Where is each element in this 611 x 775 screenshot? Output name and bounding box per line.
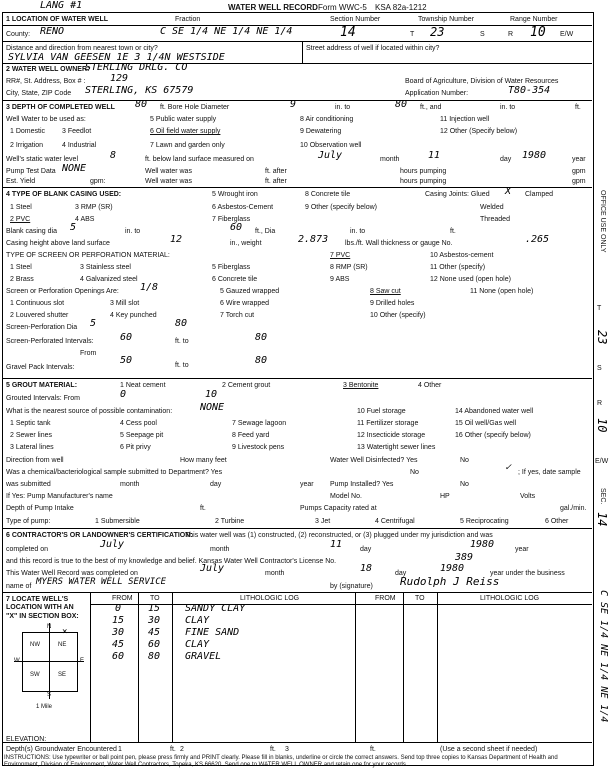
weight-value[interactable]: 2.873 bbox=[298, 234, 329, 245]
depth-value[interactable]: 80 bbox=[135, 99, 148, 110]
static-label: Well's static water level bbox=[6, 156, 79, 163]
record-month[interactable]: July bbox=[200, 563, 225, 574]
section-6-label: 6 CONTRACTOR'S OR LANDOWNER'S CERTIFICATION: bbox=[6, 532, 193, 539]
owner-name[interactable]: STERLING DRLG. CO bbox=[85, 62, 188, 73]
contam-label: What is the nearest source of possible contamination: bbox=[6, 408, 173, 415]
section-3-label: 3 DEPTH OF COMPLETED WELL bbox=[6, 104, 115, 111]
range-label: Range Number bbox=[510, 16, 558, 23]
fraction-label: Fraction bbox=[175, 16, 201, 23]
well-location-mark: × bbox=[62, 627, 68, 637]
section-2-label: 2 WATER WELL OWNER: bbox=[6, 66, 90, 73]
log-row-3-desc[interactable]: FINE SAND bbox=[185, 627, 240, 638]
log-row-4-from[interactable]: 45 bbox=[112, 639, 125, 650]
grout-from[interactable]: 0 bbox=[120, 389, 127, 400]
office-fraction: C SE 1/4 NE 1/4 NE 1/4 bbox=[598, 590, 609, 723]
completed-year[interactable]: 1980 bbox=[470, 539, 495, 550]
township-label: Township Number bbox=[418, 16, 475, 23]
sp-to2[interactable]: 80 bbox=[255, 332, 268, 343]
log-row-3-to[interactable]: 45 bbox=[148, 627, 161, 638]
height-value[interactable]: 12 bbox=[170, 234, 183, 245]
screen-label: TYPE OF SCREEN OR PERFORATION MATERIAL: bbox=[6, 252, 170, 259]
range-value[interactable]: 10 bbox=[530, 25, 546, 40]
sp-dia[interactable]: 5 bbox=[90, 318, 97, 329]
static-month[interactable]: July bbox=[318, 150, 343, 161]
app-number[interactable]: T80-354 bbox=[508, 85, 551, 96]
log-row-2-desc[interactable]: CLAY bbox=[185, 615, 210, 626]
rr-value[interactable]: 129 bbox=[110, 73, 129, 84]
contam-value[interactable]: NONE bbox=[200, 402, 225, 413]
form-title: WATER WELL RECORD bbox=[228, 3, 318, 12]
openings-value[interactable]: 1/8 bbox=[140, 282, 159, 293]
log-row-5-desc[interactable]: GRAVEL bbox=[185, 651, 222, 662]
log-row-4-desc[interactable]: CLAY bbox=[185, 639, 210, 650]
blank-dia[interactable]: 5 bbox=[70, 222, 77, 233]
form-number: Form WWC-5 bbox=[318, 3, 367, 12]
gravel-to[interactable]: 80 bbox=[255, 355, 268, 366]
pump-test-value[interactable]: NONE bbox=[62, 163, 87, 174]
joints-mark[interactable]: X bbox=[505, 186, 512, 197]
sp-to[interactable]: 80 bbox=[175, 318, 188, 329]
sample-no-mark[interactable]: ✓ bbox=[505, 462, 512, 473]
grout-intervals-label: Grouted Intervals: From bbox=[6, 395, 80, 402]
log-row-1-from[interactable]: 0 bbox=[115, 603, 122, 614]
business-name[interactable]: MYERS WATER WELL SERVICE bbox=[36, 577, 167, 587]
bore-to[interactable]: 80 bbox=[395, 99, 408, 110]
sp-from[interactable]: 60 bbox=[120, 332, 133, 343]
county-label: County: bbox=[6, 31, 31, 38]
grout-to[interactable]: 10 bbox=[205, 389, 218, 400]
log-row-2-from[interactable]: 15 bbox=[112, 615, 125, 626]
county-value[interactable]: RENO bbox=[40, 26, 65, 37]
fraction-value[interactable]: C SE 1/4 NE 1/4 NE 1/4 bbox=[160, 26, 293, 37]
static-year[interactable]: 1980 bbox=[522, 150, 547, 161]
gravel-from[interactable]: 50 bbox=[120, 355, 133, 366]
log-row-5-from[interactable]: 60 bbox=[112, 651, 125, 662]
completed-day[interactable]: 11 bbox=[330, 539, 343, 550]
static-day[interactable]: 11 bbox=[428, 150, 441, 161]
city-label: City, State, ZIP Code bbox=[6, 90, 72, 97]
openings-label: Screen or Perforation Openings Are: bbox=[6, 288, 119, 295]
pump-test-label: Pump Test Data bbox=[6, 168, 56, 175]
township-value[interactable]: 23 bbox=[430, 25, 445, 39]
section-value[interactable]: 14 bbox=[340, 25, 356, 40]
blank-dia-label: Blank casing dia bbox=[6, 228, 57, 235]
handwritten-label: LANG #1 bbox=[40, 0, 83, 11]
log-row-2-to[interactable]: 30 bbox=[148, 615, 161, 626]
office-use-label: OFFICE USE ONLY bbox=[599, 190, 606, 253]
instructions-text: INSTRUCTIONS: Use typewriter or ball point pen, please press firmly and PRINT clearly. Please fill in blanks, underline or circle the correct answers. Send top three copies to Kansas Department of Health and Environment, Division of Environment, Water Well Contractors, Topeka, KS 66620. Send one to WATER WELL OWNER and retain one for your records. bbox=[4, 755, 558, 768]
log-row-3-from[interactable]: 30 bbox=[112, 627, 125, 638]
distance-value[interactable]: SYLVIA VAN GEESEN 1E 3 1/4N WESTSIDE bbox=[8, 52, 225, 63]
log-row-1-to[interactable]: 15 bbox=[148, 603, 161, 614]
license-number[interactable]: 389 bbox=[455, 552, 474, 563]
ksa-number: KSA 82a-1212 bbox=[375, 3, 427, 12]
rr-label: RR#, St. Address, Box # : bbox=[6, 78, 86, 85]
office-sec-value: 14 bbox=[595, 512, 609, 527]
blank-to[interactable]: 60 bbox=[230, 222, 243, 233]
bore-diameter[interactable]: 9 bbox=[290, 99, 297, 110]
section-7-label: 7 LOCATE WELL'S LOCATION WITH AN "X" IN SECTION BOX: bbox=[6, 596, 79, 620]
city-value[interactable]: STERLING, KS 67579 bbox=[85, 85, 194, 96]
office-t-value: 23 bbox=[595, 330, 609, 345]
log-row-1-desc[interactable]: SANDY CLAY bbox=[185, 603, 246, 614]
app-label: Application Number: bbox=[405, 90, 469, 97]
record-day[interactable]: 18 bbox=[360, 563, 373, 574]
office-r-value: 10 bbox=[595, 418, 609, 433]
completed-month[interactable]: July bbox=[100, 539, 125, 550]
gravel-label: Gravel Pack Intervals: bbox=[6, 364, 75, 371]
street-label: Street address of well if located within city? bbox=[306, 45, 440, 52]
log-row-4-to[interactable]: 60 bbox=[148, 639, 161, 650]
log-row-5-to[interactable]: 80 bbox=[148, 651, 161, 662]
distance-label: Distance and direction from nearest town or city? bbox=[6, 45, 158, 52]
record-year[interactable]: 1980 bbox=[440, 563, 465, 574]
use-label: Well Water to be used as: bbox=[6, 116, 86, 123]
sp-dia-label: Screen-Perforation Dia bbox=[6, 324, 78, 331]
signature: Rudolph J Reiss bbox=[400, 575, 500, 588]
board-label: Board of Agriculture, Division of Water Resources bbox=[405, 78, 559, 85]
sp-intervals-label: Screen-Perforated Intervals: bbox=[6, 338, 94, 345]
section-5-label: 5 GROUT MATERIAL: bbox=[6, 382, 78, 389]
section-1-label: 1 LOCATION OF WATER WELL bbox=[6, 16, 109, 23]
joints-label: Casing Joints: Glued bbox=[425, 191, 490, 198]
section-number-label: Section Number bbox=[330, 16, 381, 23]
height-label: Casing height above land surface bbox=[6, 240, 110, 247]
gauge-value[interactable]: .265 bbox=[525, 234, 550, 245]
section-4-label: 4 TYPE OF BLANK CASING USED: bbox=[6, 191, 122, 198]
static-value[interactable]: 8 bbox=[110, 150, 117, 161]
